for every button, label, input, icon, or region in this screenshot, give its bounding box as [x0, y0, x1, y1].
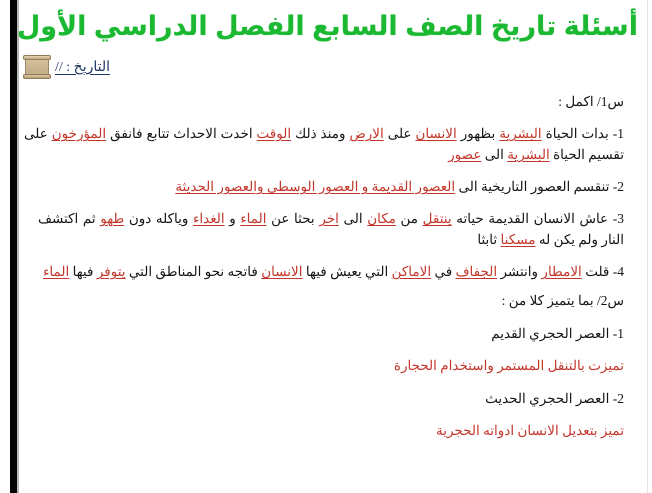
left-gutter	[0, 0, 21, 493]
item-text: بحثا عن	[266, 211, 320, 226]
right-page-rule	[647, 0, 648, 493]
answer-blank: الغداء	[193, 211, 225, 226]
item-text: ثم اكتشف النار ولم يكن له	[38, 211, 624, 247]
item-text: التي يعيش فيها	[302, 264, 392, 279]
item-text: على تقسيم الحياة	[24, 126, 624, 162]
item-text: بدات الحياة	[541, 126, 609, 141]
scroll-icon	[22, 54, 52, 80]
item-text: تنقسم العصور التاريخية الى	[455, 179, 610, 194]
question-2-entry-list	[38, 324, 624, 441]
item-text: في	[431, 264, 456, 279]
item-text: فيها	[69, 264, 97, 279]
date-label: التاريخ : //	[55, 59, 111, 75]
answer-blank: مكان	[367, 211, 396, 226]
answer-blank: الماء	[240, 211, 267, 226]
question-1-item	[38, 176, 624, 197]
left-bar-highlight	[17, 0, 19, 493]
item-text: ثابثا	[477, 232, 501, 247]
question-2-item-label: 2- العصر الحجري الحديث	[485, 391, 624, 406]
item-text: فاتجه نحو المناطق التي	[125, 264, 262, 279]
answer-blank: اخر	[319, 211, 339, 226]
question-1-item	[38, 208, 624, 250]
answer-blank: العصور القديمة و العصور الوسطى والعصور الحديثة	[175, 179, 456, 194]
item-number: 2-	[609, 179, 624, 194]
answer-blank: الانسان	[415, 126, 457, 141]
answer-blank: البشرية	[499, 126, 542, 141]
question-2-answer: تميزت بالتنقل المستمر واستخدام الحجارة	[393, 358, 624, 373]
scroll-roller-top	[23, 55, 51, 60]
question-1-item	[24, 123, 624, 165]
answer-blank: الارض	[349, 126, 384, 141]
answer-blank: طهو	[100, 211, 125, 226]
item-text: من	[395, 211, 423, 226]
document-content	[16, 0, 646, 493]
question-2-item-label: 1- العصر الحجري القديم	[491, 326, 624, 341]
page-title: أسئلة تاريخ الصف السابع الفصل الدراسي الأول	[16, 11, 638, 41]
question-1-prompt: س1/ اكمل :	[558, 94, 624, 109]
item-text: و	[224, 211, 241, 226]
question-2-answer: تميز بتعديل الانسان ادواته الحجرية	[435, 423, 624, 438]
answer-blank: البشرية	[507, 147, 550, 162]
item-text: ومنذ ذلك	[291, 126, 350, 141]
answer-blank: عصور	[448, 147, 482, 162]
item-text: اخدت الاحداث تتابع فانفق	[106, 126, 257, 141]
item-text: عاش الانسان القديمة حياته	[451, 211, 609, 226]
answer-blank: ينتقل	[422, 211, 452, 226]
question-2-prompt: س2/ بما يتميز كلا من :	[501, 293, 624, 308]
answer-blank: الماء	[43, 264, 70, 279]
questions-body	[24, 92, 624, 441]
item-text: الى	[481, 147, 508, 162]
item-number: 3-	[608, 211, 624, 226]
answer-blank: الانسان	[261, 264, 303, 279]
answer-blank: الجفاف	[455, 264, 498, 279]
answer-blank: الوقت	[256, 126, 292, 141]
item-number: 1-	[608, 126, 624, 141]
scroll-roller-bottom	[23, 74, 51, 79]
item-text: الى	[338, 211, 368, 226]
answer-blank: مسكنا	[500, 232, 536, 247]
answer-blank: الامطار	[541, 264, 582, 279]
answer-blank: يتوفر	[96, 264, 126, 279]
item-text: وانتشر	[497, 264, 542, 279]
question-1-item-list	[24, 123, 624, 282]
question-1-item	[38, 261, 624, 282]
answer-blank: الاماكن	[391, 264, 432, 279]
date-row	[22, 51, 628, 83]
item-text: بظهور	[456, 126, 500, 141]
item-number: 4-	[609, 264, 624, 279]
item-text: على	[383, 126, 416, 141]
item-text: وياكله دون	[124, 211, 194, 226]
item-text: قلت	[581, 264, 610, 279]
answer-blank: المؤرخون	[51, 126, 107, 141]
